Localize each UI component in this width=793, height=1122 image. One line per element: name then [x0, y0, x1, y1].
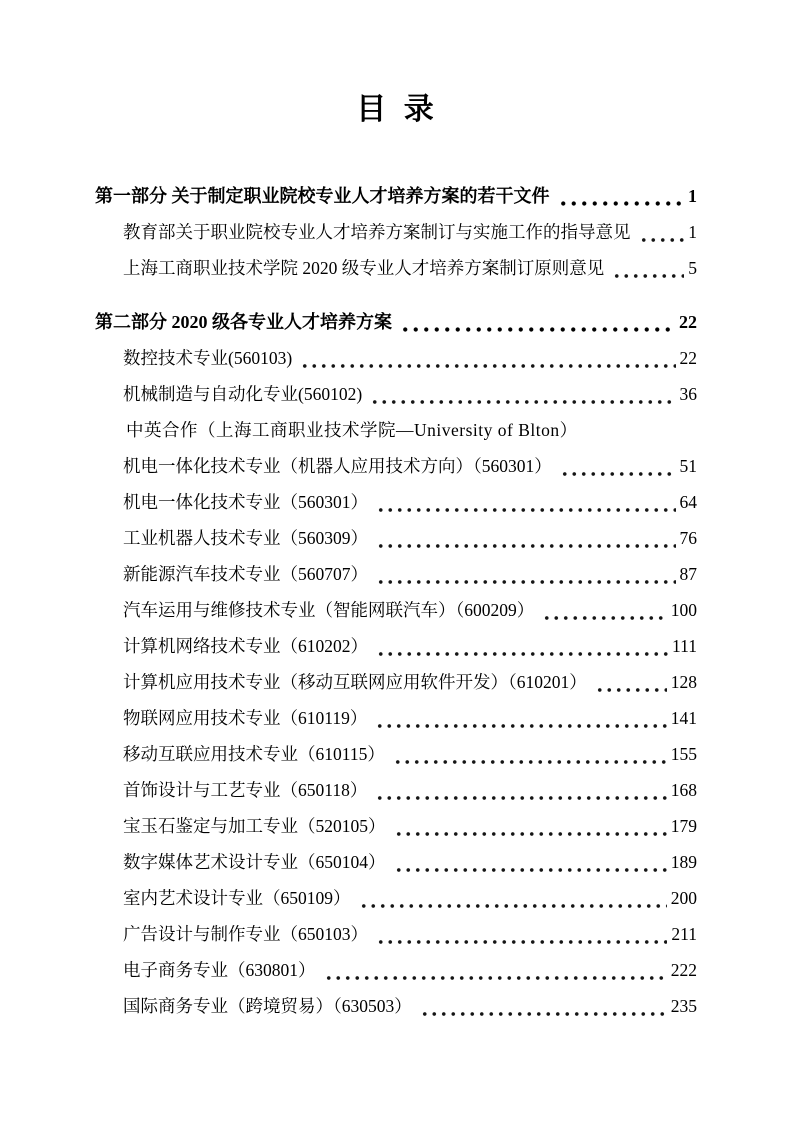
- toc-entry-label: 第一部分 关于制定职业院校专业人才培养方案的若干文件: [95, 186, 550, 206]
- toc-entry-label: 机电一体化技术专业（560301）: [123, 492, 368, 512]
- toc-entry-item: [95, 988, 697, 1024]
- toc-entry-page: 200: [670, 888, 697, 908]
- dot-leader: [593, 664, 667, 700]
- toc-entry-label: 教育部关于职业院校专业人才培养方案制订与实施工作的指导意见: [123, 222, 631, 242]
- toc-entry-label: 机械制造与自动化专业(560102): [123, 384, 363, 404]
- dot-leader: [637, 214, 685, 250]
- toc-entry-label: 国际商务专业（跨境贸易）（630503）: [123, 996, 412, 1016]
- toc-entry-page: 22: [679, 348, 697, 368]
- page-title: 目 录: [356, 93, 436, 126]
- dot-leader: [374, 484, 676, 520]
- toc-entry-page: 189: [670, 852, 697, 872]
- toc-entry-item: [95, 916, 697, 952]
- toc-entry-label: 广告设计与制作专业（650103）: [123, 924, 368, 944]
- dot-leader: [392, 808, 667, 844]
- dot-leader: [610, 250, 684, 286]
- toc-entry-page: 87: [679, 564, 697, 584]
- toc-entry-item: [95, 340, 697, 376]
- dot-leader: [374, 916, 667, 952]
- toc-entry-page: 36: [679, 384, 697, 404]
- toc-entry-item: [95, 844, 697, 880]
- toc-entry-page: 22: [679, 312, 697, 332]
- toc-entry-label: 室内艺术设计专业（650109）: [123, 888, 351, 908]
- toc-entry-page: 168: [670, 780, 697, 800]
- toc-entry-item: [95, 214, 697, 250]
- toc-entry-label: 中英合作（上海工商职业技术学院—University of Blton）: [126, 420, 578, 440]
- toc-entry-page: 141: [670, 708, 697, 728]
- toc-entry-item: [95, 808, 697, 844]
- dot-leader: [398, 304, 675, 340]
- toc-entry-label: 机电一体化技术专业（机器人应用技术方向）（560301）: [123, 456, 552, 476]
- toc-entry-item: [95, 772, 697, 808]
- dot-leader: [392, 844, 667, 880]
- toc-entry-item: [95, 952, 697, 988]
- toc-entry-item: [95, 592, 697, 628]
- dot-leader: [374, 628, 668, 664]
- dot-leader: [357, 880, 667, 916]
- dot-leader: [374, 520, 676, 556]
- toc-entry-item: [95, 556, 697, 592]
- toc-entry-page: 222: [670, 960, 697, 980]
- toc-entry-page: 111: [672, 636, 697, 656]
- toc-entry-part: [95, 304, 697, 340]
- toc-entry-page: 128: [670, 672, 697, 692]
- toc-entry-item: [95, 880, 697, 916]
- toc-entry-item: [95, 628, 697, 664]
- toc-list: [95, 178, 697, 1024]
- toc-entry-label: 第二部分 2020 级各专业人才培养方案: [95, 312, 392, 332]
- toc-entry-item: [95, 250, 697, 286]
- dot-leader: [373, 772, 666, 808]
- toc-entry-label: 计算机应用技术专业（移动互联网应用软件开发）（610201）: [123, 672, 587, 692]
- toc-entry-label: 数字媒体艺术设计专业（650104）: [123, 852, 386, 872]
- dot-leader: [373, 700, 666, 736]
- toc-entry-item: [95, 484, 697, 520]
- toc-entry-label: 新能源汽车技术专业（560707）: [123, 564, 368, 584]
- toc-entry-page: 64: [679, 492, 697, 512]
- dot-leader: [418, 988, 667, 1024]
- toc-entry-note: [95, 412, 697, 448]
- dot-leader: [374, 556, 676, 592]
- toc-entry-label: 计算机网络技术专业（610202）: [123, 636, 368, 656]
- toc-entry-label: 电子商务专业（630801）: [123, 960, 316, 980]
- dot-leader: [558, 448, 676, 484]
- toc-entry-page: 1: [688, 186, 697, 206]
- toc-entry-item: [95, 700, 697, 736]
- toc-entry-item: [95, 664, 697, 700]
- dot-leader: [322, 952, 667, 988]
- toc-entry-label: 工业机器人技术专业（560309）: [123, 528, 368, 548]
- toc-entry-page: 51: [679, 456, 697, 476]
- toc-entry-page: 100: [670, 600, 697, 620]
- toc-entry-page: 76: [679, 528, 697, 548]
- toc-entry-label: 宝玉石鉴定与加工专业（520105）: [123, 816, 386, 836]
- dot-leader: [391, 736, 667, 772]
- toc-entry-part: [95, 178, 697, 214]
- toc-entry-page: 5: [688, 258, 697, 278]
- toc-entry-page: 1: [688, 222, 697, 242]
- toc-entry-label: 物联网应用技术专业（610119）: [123, 708, 368, 728]
- toc-entry-page: 235: [670, 996, 697, 1016]
- toc-entry-label: 移动互联应用技术专业（610115）: [123, 744, 385, 764]
- toc-entry-label: 首饰设计与工艺专业（650118）: [123, 780, 368, 800]
- toc-entry-item: [95, 376, 697, 412]
- dot-leader: [298, 340, 675, 376]
- toc-entry-item: [95, 736, 697, 772]
- dot-leader: [540, 592, 667, 628]
- dot-leader: [368, 376, 675, 412]
- toc-entry-item: [95, 448, 697, 484]
- toc-entry-page: 179: [670, 816, 697, 836]
- toc-entry-item: [95, 520, 697, 556]
- dot-leader: [556, 178, 685, 214]
- toc-entry-label: 上海工商职业技术学院 2020 级专业人才培养方案制订原则意见: [123, 258, 605, 278]
- toc-entry-label: 汽车运用与维修技术专业（智能网联汽车）（600209）: [123, 600, 535, 620]
- toc-entry-page: 211: [671, 924, 697, 944]
- toc-entry-page: 155: [670, 744, 697, 764]
- toc-entry-label: 数控技术专业(560103): [123, 348, 293, 368]
